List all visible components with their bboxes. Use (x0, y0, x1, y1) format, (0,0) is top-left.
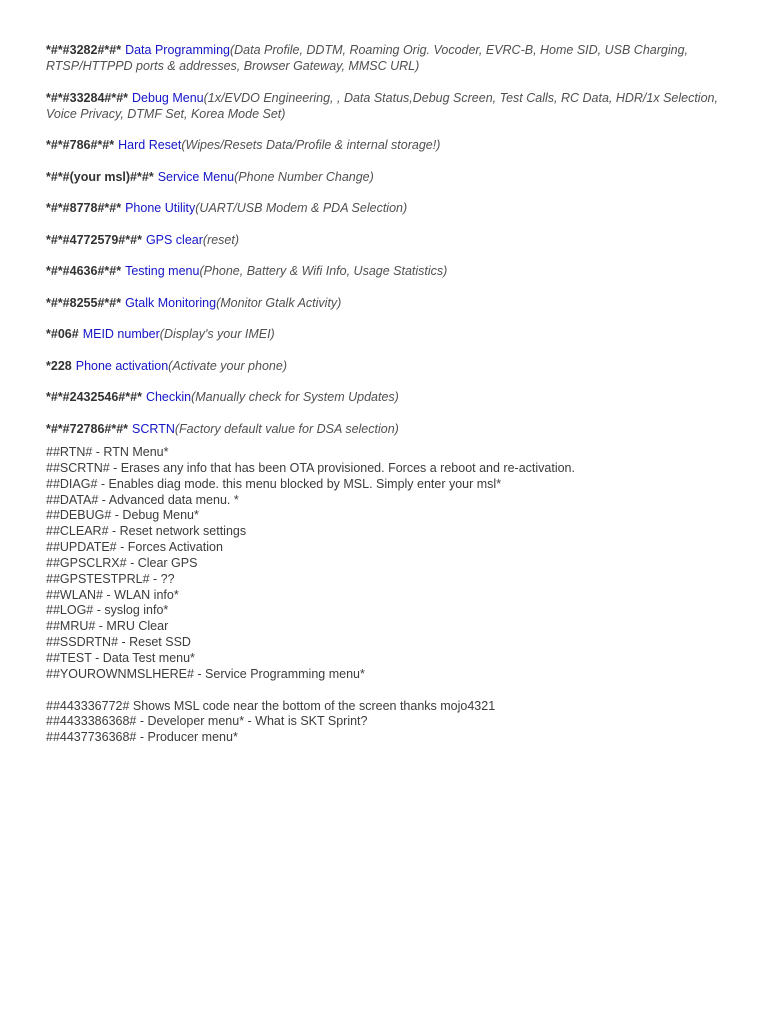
code-link-meid-number[interactable]: MEID number (82, 327, 160, 341)
code-description: (Activate your phone) (168, 358, 287, 373)
hash-code-line: ##GPSCLRX# - Clear GPS (46, 555, 198, 570)
hash-code-line: ##YOUROWNMSLHERE# - Service Programming menu* (46, 666, 365, 681)
dial-code: *228 (46, 358, 72, 373)
code-description: (Data Profile, DDTM, Roaming Orig. Vocoder, EVRC-B, Home SID, USB Charging, RTSP/HTTPPD ports & addresses, Browser Gateway, MMSC URL) (46, 43, 689, 73)
code-entry (46, 232, 726, 248)
code-description: (Factory default value for DSA selection) (174, 421, 399, 436)
code-entry (46, 42, 726, 74)
code-link-scrtn[interactable]: SCRTN (132, 421, 175, 436)
hash-code-list (46, 445, 726, 746)
code-description: (Phone, Battery & Wifi Info, Usage Statistics) (199, 264, 448, 278)
hash-code-line: ##DATA# - Advanced data menu. * (46, 492, 239, 507)
code-link-checkin[interactable]: Checkin (145, 390, 192, 404)
code-description: (UART/USB Modem & PDA Selection) (195, 201, 408, 215)
code-link-gtalk-monitoring[interactable]: Gtalk Monitoring (125, 295, 217, 310)
dial-code: *#*#2432546#*#* (46, 390, 142, 404)
code-link-debug-menu[interactable]: Debug Menu (132, 90, 204, 105)
dial-code: *#*#3282#*#* (46, 43, 122, 57)
code-entry (46, 389, 726, 405)
code-entry (46, 358, 726, 374)
code-entry (46, 137, 726, 153)
hash-code-line: ##MRU# - MRU Clear (46, 619, 169, 634)
code-description: (reset) (202, 232, 240, 247)
hash-code-line: ##UPDATE# - Forces Activation (46, 540, 223, 555)
hash-code-line: ##443336772# Shows MSL code near the bottom of the screen thanks mojo4321 (46, 698, 496, 713)
dial-code: *#06# (46, 327, 79, 341)
blank-line (46, 683, 726, 699)
dial-code: *#*#8255#*#* (46, 295, 122, 310)
code-entry (46, 200, 726, 216)
code-entry (46, 90, 726, 122)
hash-code-line: ##LOG# - syslog info* (46, 603, 169, 618)
hash-code-line: ##4437736368# - Producer menu* (46, 730, 238, 745)
hash-code-line: ##CLEAR# - Reset network settings (46, 524, 247, 539)
code-link-testing-menu[interactable]: Testing menu (125, 264, 200, 278)
code-description: (Monitor Gtalk Activity) (216, 295, 342, 310)
code-description: (Manually check for System Updates) (191, 390, 399, 404)
code-link-phone-activation[interactable]: Phone activation (75, 358, 169, 373)
code-description: (Wipes/Resets Data/Profile & internal storage!) (181, 138, 441, 152)
code-entry (46, 169, 726, 185)
code-link-hard-reset[interactable]: Hard Reset (118, 138, 182, 152)
code-entry (46, 295, 726, 311)
code-entry (46, 263, 726, 279)
code-entry (46, 326, 726, 342)
hash-code-line: ##SCRTN# - Erases any info that has been OTA provisioned. Forces a reboot and re-activation. (46, 460, 575, 475)
document-content (46, 42, 726, 746)
dial-code: *#*#33284#*#* (46, 90, 129, 105)
code-link-phone-utility[interactable]: Phone Utility (125, 201, 196, 215)
code-description: (Phone Number Change) (234, 169, 374, 184)
code-description: (1x/EVDO Engineering, , Data Status,Debug Screen, Test Calls, RC Data, HDR/1x Selection, Voice Privacy, DTMF Set, Korea Mode Set) (46, 90, 718, 121)
hash-code-line: ##DIAG# - Enables diag mode. this menu blocked by MSL. Simply enter your msl* (46, 476, 502, 491)
code-link-data-programming[interactable]: Data Programming (125, 43, 230, 57)
hash-code-line: ##GPSTESTPRL# - ?? (46, 571, 175, 586)
code-link-service-menu[interactable]: Service Menu (157, 169, 235, 184)
dial-code-list (46, 42, 726, 437)
dial-code: *#*#(your msl)#*#* (46, 169, 154, 184)
hash-code-line: ##DEBUG# - Debug Menu* (46, 508, 199, 523)
hash-code-line: ##SSDRTN# - Reset SSD (46, 635, 191, 650)
hash-code-line: ##TEST - Data Test menu* (46, 650, 195, 665)
dial-code: *#*#4636#*#* (46, 264, 122, 278)
hash-code-line: ##4433386368# - Developer menu* - What is SKT Sprint? (46, 714, 368, 729)
dial-code: *#*#4772579#*#* (46, 232, 142, 247)
code-entry (46, 421, 726, 437)
code-link-gps-clear[interactable]: GPS clear (145, 232, 203, 247)
hash-code-line: ##RTN# - RTN Menu* (46, 445, 169, 459)
hash-code-line: ##WLAN# - WLAN info* (46, 587, 179, 602)
dial-code: *#*#72786#*#* (46, 421, 129, 436)
dial-code: *#*#8778#*#* (46, 201, 122, 215)
dial-code: *#*#786#*#* (46, 138, 115, 152)
code-description: (Display's your IMEI) (159, 327, 275, 341)
